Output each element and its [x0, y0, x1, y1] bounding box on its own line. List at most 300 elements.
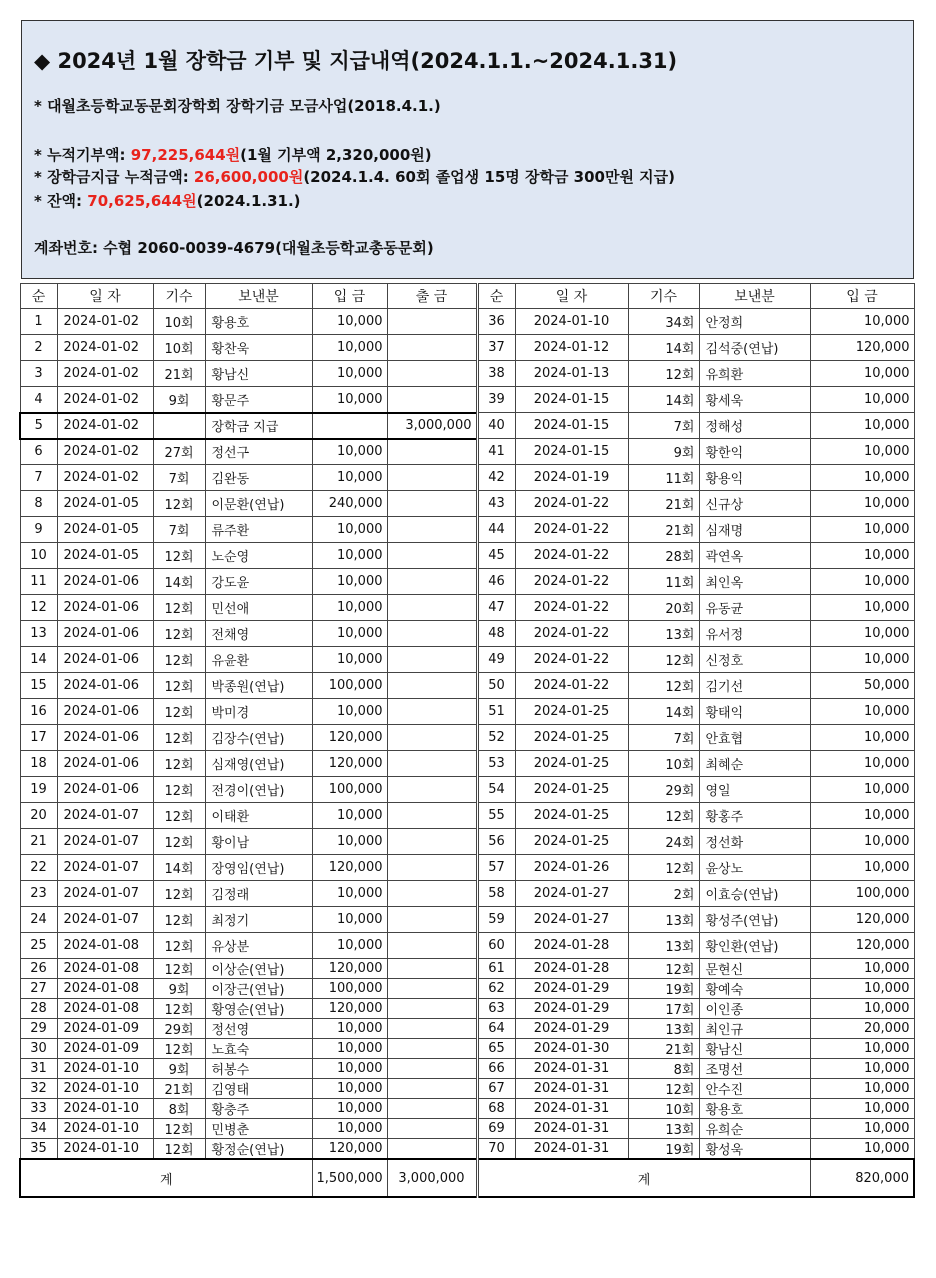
row-generation-right: 29회 — [628, 777, 699, 803]
row-sender: 황정순(연납) — [205, 1139, 312, 1160]
row-no: 29 — [20, 1019, 57, 1039]
row-no-right: 54 — [477, 777, 515, 803]
row-generation: 12회 — [153, 543, 205, 569]
row-date: 2024-01-06 — [57, 777, 153, 803]
row-date-right: 2024-01-13 — [515, 361, 628, 387]
row-sender-right: 이인종 — [699, 999, 810, 1019]
row-date: 2024-01-06 — [57, 569, 153, 595]
row-deposit: 10,000 — [312, 907, 387, 933]
row-date: 2024-01-08 — [57, 979, 153, 999]
row-deposit-right: 10,000 — [810, 1059, 914, 1079]
row-date-right: 2024-01-25 — [515, 777, 628, 803]
row-date-right: 2024-01-26 — [515, 855, 628, 881]
row-no-right: 41 — [477, 439, 515, 465]
row-generation: 12회 — [153, 777, 205, 803]
row-sender: 이장근(연납) — [205, 979, 312, 999]
row-sender: 장영임(연납) — [205, 855, 312, 881]
row-date-right: 2024-01-31 — [515, 1059, 628, 1079]
table-row — [20, 673, 914, 699]
row-no-right: 68 — [477, 1099, 515, 1119]
row-sender-right: 김기선 — [699, 673, 810, 699]
row-sender: 노효숙 — [205, 1039, 312, 1059]
row-no-right: 59 — [477, 907, 515, 933]
row-date-right: 2024-01-22 — [515, 491, 628, 517]
row-no: 24 — [20, 907, 57, 933]
row-no-right: 67 — [477, 1079, 515, 1099]
row-sender: 김장수(연납) — [205, 725, 312, 751]
row-no: 6 — [20, 439, 57, 465]
row-generation: 12회 — [153, 647, 205, 673]
row-no: 25 — [20, 933, 57, 959]
row-deposit — [312, 413, 387, 439]
row-date-right: 2024-01-22 — [515, 647, 628, 673]
table-row — [20, 1039, 914, 1059]
row-sender: 황용호 — [205, 309, 312, 335]
row-no: 30 — [20, 1039, 57, 1059]
row-deposit-right: 50,000 — [810, 673, 914, 699]
row-sender-right: 유동균 — [699, 595, 810, 621]
table-row — [20, 959, 914, 979]
row-deposit-right: 10,000 — [810, 647, 914, 673]
table-row — [20, 699, 914, 725]
row-date-right: 2024-01-15 — [515, 413, 628, 439]
row-no-right: 56 — [477, 829, 515, 855]
row-deposit: 10,000 — [312, 933, 387, 959]
col-header-gen-right: 기수 — [628, 284, 699, 309]
row-no: 35 — [20, 1139, 57, 1160]
row-generation: 12회 — [153, 595, 205, 621]
row-sender-right: 최혜순 — [699, 751, 810, 777]
row-generation: 12회 — [153, 1039, 205, 1059]
row-generation-right: 12회 — [628, 959, 699, 979]
row-date: 2024-01-02 — [57, 309, 153, 335]
row-date: 2024-01-06 — [57, 725, 153, 751]
row-no: 8 — [20, 491, 57, 517]
row-withdraw — [387, 1119, 477, 1139]
row-generation-right: 19회 — [628, 979, 699, 999]
row-date: 2024-01-07 — [57, 803, 153, 829]
row-deposit: 100,000 — [312, 777, 387, 803]
row-sender: 유윤환 — [205, 647, 312, 673]
table-header-row — [20, 284, 914, 309]
table-row — [20, 595, 914, 621]
row-deposit: 100,000 — [312, 979, 387, 999]
row-no: 7 — [20, 465, 57, 491]
row-sender-right: 곽연옥 — [699, 543, 810, 569]
row-sender-right: 정해성 — [699, 413, 810, 439]
table-row — [20, 855, 914, 881]
row-generation-right: 17회 — [628, 999, 699, 1019]
row-generation-right: 12회 — [628, 1079, 699, 1099]
row-deposit-right: 10,000 — [810, 517, 914, 543]
cumulative-payout-value: 26,600,000원 — [193, 168, 304, 186]
table-row — [20, 907, 914, 933]
col-header-no-right: 순 — [477, 284, 515, 309]
row-withdraw — [387, 777, 477, 803]
row-sender-right: 안정희 — [699, 309, 810, 335]
col-header-gen: 기수 — [153, 284, 205, 309]
table-row — [20, 543, 914, 569]
row-sender: 노순영 — [205, 543, 312, 569]
table-row — [20, 829, 914, 855]
row-deposit: 120,000 — [312, 725, 387, 751]
row-sender-right: 황남신 — [699, 1039, 810, 1059]
row-sender: 장학금 지급 — [205, 413, 312, 439]
row-date: 2024-01-07 — [57, 855, 153, 881]
row-deposit: 10,000 — [312, 595, 387, 621]
row-generation-right: 12회 — [628, 361, 699, 387]
row-deposit: 10,000 — [312, 1119, 387, 1139]
balance-label: * 잔액: — [34, 192, 88, 210]
table-row — [20, 1099, 914, 1119]
row-no: 5 — [20, 413, 57, 439]
row-date-right: 2024-01-25 — [515, 751, 628, 777]
row-deposit: 10,000 — [312, 517, 387, 543]
row-no-right: 70 — [477, 1139, 515, 1160]
fund-subtitle: * 대월초등학교동문회장학회 장학기금 모금사업(2018.4.1.) — [34, 97, 441, 115]
row-generation-right: 19회 — [628, 1139, 699, 1160]
row-no: 28 — [20, 999, 57, 1019]
total-deposit-right: 820,000 — [810, 1159, 914, 1197]
row-date-right: 2024-01-22 — [515, 673, 628, 699]
row-sender-right: 황한익 — [699, 439, 810, 465]
row-date-right: 2024-01-10 — [515, 309, 628, 335]
row-no-right: 43 — [477, 491, 515, 517]
row-sender-right: 문현신 — [699, 959, 810, 979]
row-withdraw — [387, 855, 477, 881]
row-withdraw — [387, 979, 477, 999]
row-generation: 10회 — [153, 335, 205, 361]
row-no-right: 36 — [477, 309, 515, 335]
row-withdraw — [387, 751, 477, 777]
table-row — [20, 1059, 914, 1079]
row-deposit-right: 10,000 — [810, 439, 914, 465]
row-no: 11 — [20, 569, 57, 595]
row-deposit: 120,000 — [312, 855, 387, 881]
balance-line — [34, 190, 301, 211]
row-deposit-right: 10,000 — [810, 803, 914, 829]
total-label-left: 계 — [20, 1159, 312, 1197]
row-sender: 김완동 — [205, 465, 312, 491]
row-generation: 12회 — [153, 959, 205, 979]
row-sender: 정선영 — [205, 1019, 312, 1039]
row-date-right: 2024-01-12 — [515, 335, 628, 361]
row-date: 2024-01-07 — [57, 907, 153, 933]
cumulative-payout-line — [34, 166, 675, 187]
row-sender: 허봉수 — [205, 1059, 312, 1079]
row-no-right: 44 — [477, 517, 515, 543]
row-generation: 12회 — [153, 881, 205, 907]
row-sender: 이상순(연납) — [205, 959, 312, 979]
row-no: 31 — [20, 1059, 57, 1079]
row-no: 34 — [20, 1119, 57, 1139]
row-sender-right: 유희환 — [699, 361, 810, 387]
col-header-date: 일 자 — [57, 284, 153, 309]
row-date-right: 2024-01-30 — [515, 1039, 628, 1059]
row-generation: 12회 — [153, 829, 205, 855]
monthly-donation-note: (1월 기부액 2,320,000원) — [240, 146, 432, 164]
row-generation: 9회 — [153, 1059, 205, 1079]
row-no: 15 — [20, 673, 57, 699]
row-date-right: 2024-01-27 — [515, 907, 628, 933]
row-no-right: 60 — [477, 933, 515, 959]
row-no: 13 — [20, 621, 57, 647]
row-withdraw — [387, 491, 477, 517]
row-deposit: 10,000 — [312, 387, 387, 413]
row-date-right: 2024-01-28 — [515, 933, 628, 959]
table-row — [20, 1119, 914, 1139]
table-row — [20, 803, 914, 829]
row-date: 2024-01-06 — [57, 621, 153, 647]
row-generation: 12회 — [153, 1119, 205, 1139]
row-no: 16 — [20, 699, 57, 725]
row-sender: 민선애 — [205, 595, 312, 621]
table-row — [20, 751, 914, 777]
table-row — [20, 979, 914, 999]
row-deposit: 120,000 — [312, 999, 387, 1019]
row-deposit-right: 10,000 — [810, 387, 914, 413]
table-row — [20, 777, 914, 803]
row-no-right: 48 — [477, 621, 515, 647]
row-date: 2024-01-08 — [57, 999, 153, 1019]
row-generation-right: 13회 — [628, 621, 699, 647]
row-withdraw — [387, 725, 477, 751]
row-deposit-right: 10,000 — [810, 699, 914, 725]
row-date-right: 2024-01-22 — [515, 621, 628, 647]
row-withdraw — [387, 933, 477, 959]
row-deposit: 10,000 — [312, 1099, 387, 1119]
row-generation-right: 10회 — [628, 1099, 699, 1119]
row-no-right: 62 — [477, 979, 515, 999]
row-deposit-right: 10,000 — [810, 1139, 914, 1160]
payout-note: (2024.1.4. 60회 졸업생 15명 장학금 300만원 지급) — [303, 168, 676, 186]
row-date: 2024-01-06 — [57, 647, 153, 673]
row-deposit-right: 10,000 — [810, 829, 914, 855]
row-generation: 12회 — [153, 803, 205, 829]
row-withdraw — [387, 517, 477, 543]
col-header-date-right: 일 자 — [515, 284, 628, 309]
row-date: 2024-01-05 — [57, 517, 153, 543]
row-deposit-right: 10,000 — [810, 1039, 914, 1059]
row-withdraw — [387, 673, 477, 699]
row-generation-right: 11회 — [628, 465, 699, 491]
row-date: 2024-01-07 — [57, 881, 153, 907]
row-date-right: 2024-01-25 — [515, 725, 628, 751]
row-date: 2024-01-10 — [57, 1079, 153, 1099]
balance-date: (2024.1.31.) — [196, 192, 301, 210]
row-no: 26 — [20, 959, 57, 979]
row-no-right: 61 — [477, 959, 515, 979]
row-withdraw — [387, 803, 477, 829]
summary-box — [21, 20, 914, 279]
table-row — [20, 439, 914, 465]
row-date-right: 2024-01-19 — [515, 465, 628, 491]
row-sender-right: 황용익 — [699, 465, 810, 491]
row-date-right: 2024-01-15 — [515, 439, 628, 465]
row-sender: 황충주 — [205, 1099, 312, 1119]
table-row — [20, 933, 914, 959]
row-generation: 12회 — [153, 907, 205, 933]
row-withdraw — [387, 647, 477, 673]
row-generation-right: 12회 — [628, 647, 699, 673]
row-date: 2024-01-02 — [57, 387, 153, 413]
row-date-right: 2024-01-25 — [515, 803, 628, 829]
row-withdraw — [387, 543, 477, 569]
row-withdraw — [387, 999, 477, 1019]
row-date-right: 2024-01-27 — [515, 881, 628, 907]
cumulative-donation-line — [34, 144, 432, 165]
row-generation: 27회 — [153, 439, 205, 465]
row-sender: 심재영(연납) — [205, 751, 312, 777]
row-generation: 9회 — [153, 979, 205, 999]
row-generation: 12회 — [153, 725, 205, 751]
row-deposit-right: 120,000 — [810, 335, 914, 361]
row-deposit-right: 10,000 — [810, 595, 914, 621]
row-sender: 황문주 — [205, 387, 312, 413]
row-date: 2024-01-05 — [57, 491, 153, 517]
row-generation: 8회 — [153, 1099, 205, 1119]
row-no: 18 — [20, 751, 57, 777]
row-no: 19 — [20, 777, 57, 803]
table-row — [20, 491, 914, 517]
row-deposit-right: 20,000 — [810, 1019, 914, 1039]
col-header-deposit: 입 금 — [312, 284, 387, 309]
row-no: 27 — [20, 979, 57, 999]
row-no-right: 51 — [477, 699, 515, 725]
row-deposit: 100,000 — [312, 673, 387, 699]
row-sender-right: 안수진 — [699, 1079, 810, 1099]
row-date: 2024-01-10 — [57, 1059, 153, 1079]
row-date: 2024-01-02 — [57, 413, 153, 439]
row-date: 2024-01-09 — [57, 1039, 153, 1059]
row-no: 22 — [20, 855, 57, 881]
cumulative-donation-label: * 누적기부액: — [34, 146, 131, 164]
row-deposit-right: 10,000 — [810, 979, 914, 999]
row-withdraw — [387, 1079, 477, 1099]
row-no-right: 57 — [477, 855, 515, 881]
row-sender-right: 김석중(연납) — [699, 335, 810, 361]
row-date-right: 2024-01-31 — [515, 1099, 628, 1119]
row-sender-right: 유희순 — [699, 1119, 810, 1139]
row-deposit-right: 100,000 — [810, 881, 914, 907]
row-sender: 유상분 — [205, 933, 312, 959]
row-generation-right: 13회 — [628, 933, 699, 959]
row-generation-right: 12회 — [628, 855, 699, 881]
row-no-right: 50 — [477, 673, 515, 699]
row-sender: 최정기 — [205, 907, 312, 933]
account-number: 계좌번호: 수협 2060-0039-4679(대월초등학교총동문회) — [34, 239, 434, 257]
row-deposit-right: 10,000 — [810, 959, 914, 979]
donation-ledger-table — [19, 283, 915, 1198]
row-date: 2024-01-06 — [57, 673, 153, 699]
row-date: 2024-01-02 — [57, 465, 153, 491]
col-header-deposit-right: 입 금 — [810, 284, 914, 309]
row-date: 2024-01-06 — [57, 699, 153, 725]
col-header-no: 순 — [20, 284, 57, 309]
row-generation: 10회 — [153, 309, 205, 335]
row-date-right: 2024-01-31 — [515, 1119, 628, 1139]
row-deposit: 120,000 — [312, 959, 387, 979]
row-sender-right: 황용호 — [699, 1099, 810, 1119]
row-date-right: 2024-01-15 — [515, 387, 628, 413]
row-no-right: 47 — [477, 595, 515, 621]
row-date-right: 2024-01-25 — [515, 829, 628, 855]
row-deposit-right: 10,000 — [810, 1099, 914, 1119]
row-generation-right: 28회 — [628, 543, 699, 569]
row-sender-right: 황세욱 — [699, 387, 810, 413]
row-generation-right: 34회 — [628, 309, 699, 335]
row-date: 2024-01-05 — [57, 543, 153, 569]
row-sender: 강도윤 — [205, 569, 312, 595]
row-deposit: 120,000 — [312, 1139, 387, 1160]
row-withdraw — [387, 699, 477, 725]
table-row — [20, 335, 914, 361]
row-no: 1 — [20, 309, 57, 335]
row-sender: 황남신 — [205, 361, 312, 387]
row-no-right: 66 — [477, 1059, 515, 1079]
row-sender-right: 황성욱 — [699, 1139, 810, 1160]
table-row — [20, 1019, 914, 1039]
row-deposit: 10,000 — [312, 361, 387, 387]
row-withdraw — [387, 881, 477, 907]
ledger-body — [20, 309, 914, 1160]
row-deposit: 10,000 — [312, 699, 387, 725]
row-no-right: 46 — [477, 569, 515, 595]
row-withdraw — [387, 1139, 477, 1160]
row-date: 2024-01-02 — [57, 439, 153, 465]
row-withdraw — [387, 1039, 477, 1059]
row-deposit-right: 10,000 — [810, 309, 914, 335]
row-generation-right: 9회 — [628, 439, 699, 465]
row-withdraw — [387, 309, 477, 335]
row-generation-right: 14회 — [628, 699, 699, 725]
row-withdraw — [387, 439, 477, 465]
row-date: 2024-01-02 — [57, 335, 153, 361]
row-sender: 류주환 — [205, 517, 312, 543]
row-deposit: 10,000 — [312, 1079, 387, 1099]
row-sender: 전경이(연납) — [205, 777, 312, 803]
row-no-right: 69 — [477, 1119, 515, 1139]
row-deposit-right: 10,000 — [810, 725, 914, 751]
table-row — [20, 725, 914, 751]
row-sender: 황찬욱 — [205, 335, 312, 361]
row-generation-right: 24회 — [628, 829, 699, 855]
row-deposit: 10,000 — [312, 829, 387, 855]
row-generation-right: 13회 — [628, 907, 699, 933]
row-sender-right: 안효협 — [699, 725, 810, 751]
row-generation: 12회 — [153, 699, 205, 725]
row-deposit: 10,000 — [312, 621, 387, 647]
col-header-sender-right: 보낸분 — [699, 284, 810, 309]
row-deposit: 120,000 — [312, 751, 387, 777]
table-row — [20, 999, 914, 1019]
row-generation-right: 21회 — [628, 491, 699, 517]
row-date-right: 2024-01-29 — [515, 979, 628, 999]
row-withdraw — [387, 361, 477, 387]
row-deposit: 10,000 — [312, 439, 387, 465]
row-generation-right: 8회 — [628, 1059, 699, 1079]
row-no: 4 — [20, 387, 57, 413]
row-deposit: 10,000 — [312, 569, 387, 595]
row-no: 21 — [20, 829, 57, 855]
row-withdraw: 3,000,000 — [387, 413, 477, 439]
row-deposit-right: 10,000 — [810, 465, 914, 491]
row-date-right: 2024-01-29 — [515, 999, 628, 1019]
row-sender-right: 최인옥 — [699, 569, 810, 595]
row-generation: 21회 — [153, 361, 205, 387]
row-no-right: 38 — [477, 361, 515, 387]
row-no: 12 — [20, 595, 57, 621]
